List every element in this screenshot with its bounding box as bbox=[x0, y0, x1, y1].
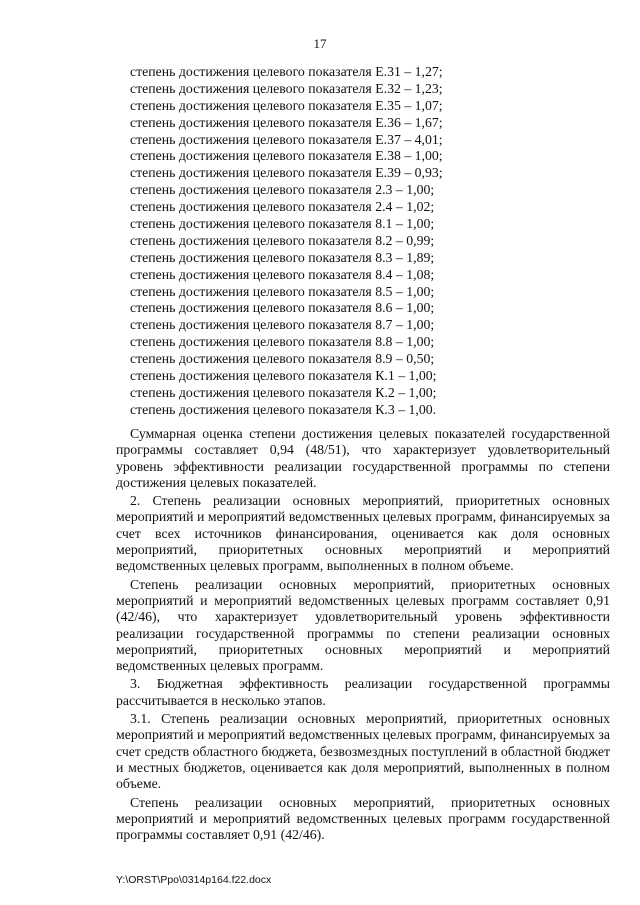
list-item: степень достижения целевого показателя 8.3 – 1,89; bbox=[130, 249, 435, 265]
footer-file-path: Y:\ORST\Ppo\0314p164.f22.docx bbox=[116, 874, 272, 886]
list-item: степень достижения целевого показателя 8.4 – 1,08; bbox=[130, 266, 435, 282]
list-item: степень достижения целевого показателя Е.36 – 1,67; bbox=[130, 114, 443, 130]
list-item: степень достижения целевого показателя 2.3 – 1,00; bbox=[130, 182, 435, 198]
list-item: степень достижения целевого показателя 8.8 – 1,00; bbox=[130, 334, 435, 350]
paragraph-section-2-result: Степень реализации основных мероприятий, приоритетных основных мероприятий и мероприятий ведомственных целевых программ составляет 0,91 (42/46), что характеризует удовлетворительный уровень эффективности реализации государственной программы по степени реализации основных мероприятий, приоритетных основных мероприятий и мероприятий ведомственных целевых программ. bbox=[116, 576, 610, 674]
list-item: степень достижения целевого показателя Е.38 – 1,00; bbox=[130, 148, 443, 164]
indicator-list bbox=[130, 64, 610, 419]
list-item: степень достижения целевого показателя К.2 – 1,00; bbox=[130, 384, 437, 400]
page-number: 17 bbox=[313, 36, 327, 51]
paragraph-section-3-1-result: Степень реализации основных мероприятий, приоритетных основных мероприятий и мероприятий ведомственных целевых программ государственной программы составляет 0,91 (42/46). bbox=[116, 794, 610, 843]
list-item: степень достижения целевого показателя Е.35 – 1,07; bbox=[130, 97, 443, 113]
list-item: степень достижения целевого показателя Е.31 – 1,27; bbox=[130, 64, 443, 79]
list-item: степень достижения целевого показателя Е.32 – 1,23; bbox=[130, 80, 443, 96]
list-item: степень достижения целевого показателя Е.39 – 0,93; bbox=[130, 165, 443, 181]
list-item: степень достижения целевого показателя 8.5 – 1,00; bbox=[130, 283, 435, 299]
list-item: степень достижения целевого показателя 8.1 – 1,00; bbox=[130, 216, 435, 232]
list-item: степень достижения целевого показателя 8.6 – 1,00; bbox=[130, 300, 435, 316]
paragraph-section-3: 3. Бюджетная эффективность реализации государственной программы рассчитывается в несколько этапов. bbox=[116, 676, 610, 708]
list-item: степень достижения целевого показателя 8.2 – 0,99; bbox=[130, 232, 435, 248]
list-item: степень достижения целевого показателя 8.9 – 0,50; bbox=[130, 351, 435, 367]
list-item: степень достижения целевого показателя 2.4 – 1,02; bbox=[130, 199, 435, 215]
list-item: степень достижения целевого показателя К.3 – 1,00. bbox=[130, 401, 437, 417]
list-item: степень достижения целевого показателя Е.37 – 4,01; bbox=[130, 131, 443, 147]
list-item: степень достижения целевого показателя 8.7 – 1,00; bbox=[130, 317, 435, 333]
document-body bbox=[116, 426, 610, 845]
paragraph-section-3-1: 3.1. Степень реализации основных мероприятий, приоритетных основных мероприятий и мероприятий ведомственных целевых программ, финансируемых за счет средств областного бюджета, безвозмездных поступлений в областной бюджет и местных бюджетов, оценивается как доля мероприятий, выполненных в полном объеме. bbox=[116, 711, 610, 792]
paragraph-section-2: 2. Степень реализации основных мероприятий, приоритетных основных мероприятий и мероприятий ведомственных целевых программ, финансируемых за счет всех источников финансирования, оценивается как доля основных мероприятий, приоритетных основных мероприятий и мероприятий ведомственных целевых программ, выполненных в полном объеме. bbox=[116, 493, 610, 574]
list-item: степень достижения целевого показателя К.1 – 1,00; bbox=[130, 368, 437, 384]
paragraph-summary: Суммарная оценка степени достижения целевых показателей государственной программы составляет 0,94 (48/51), что характеризует удовлетворительный уровень эффективности реализации государственной программы по степени достижения целевых показателей. bbox=[116, 426, 610, 490]
